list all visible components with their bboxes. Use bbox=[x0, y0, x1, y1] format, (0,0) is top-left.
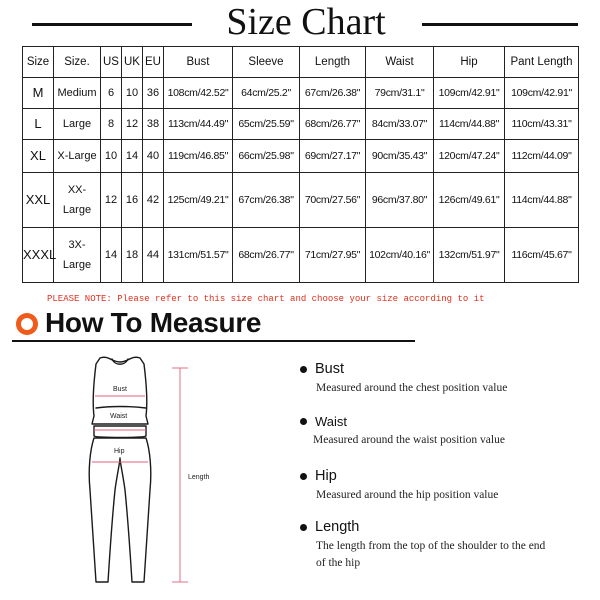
uk-cell: 14 bbox=[122, 140, 143, 173]
table-row bbox=[23, 140, 579, 173]
bullet-dot-icon bbox=[300, 366, 307, 373]
header-cell: EU bbox=[143, 47, 164, 78]
bullet-dot-icon bbox=[300, 524, 307, 531]
measure-item-title: Waist bbox=[315, 414, 348, 429]
hip-cell: 126cm/49.61" bbox=[434, 173, 505, 228]
figure-label-length: Length bbox=[188, 474, 210, 481]
length-cell: 70cm/27.56" bbox=[300, 173, 366, 228]
header-cell: Sleeve bbox=[233, 47, 300, 78]
size-name-cell: XX- Large bbox=[54, 173, 101, 228]
title-rule-left bbox=[32, 23, 192, 26]
us-cell: 14 bbox=[101, 228, 122, 283]
hip-cell: 114cm/44.88" bbox=[434, 109, 505, 140]
eu-cell: 44 bbox=[143, 228, 164, 283]
figure-label-waist: Waist bbox=[110, 413, 128, 420]
measure-item-title: Length bbox=[315, 519, 360, 535]
us-cell: 10 bbox=[101, 140, 122, 173]
measure-item-waist bbox=[300, 413, 590, 453]
measure-item-hip bbox=[300, 468, 590, 508]
uk-cell: 18 bbox=[122, 228, 143, 283]
sleeve-cell: 66cm/25.98" bbox=[233, 140, 300, 173]
bust-cell: 125cm/49.21" bbox=[164, 173, 233, 228]
pant-length-cell: 116cm/45.67" bbox=[505, 228, 579, 283]
size-cell: XXXL bbox=[23, 228, 54, 283]
header-cell: Hip bbox=[434, 47, 505, 78]
measure-item-bust bbox=[300, 361, 590, 401]
body-figure bbox=[60, 350, 260, 595]
size-cell: XL bbox=[23, 140, 54, 173]
table-row bbox=[23, 109, 579, 140]
measure-item-desc: The length from the top of the shoulder to the end of the hip bbox=[316, 540, 546, 569]
page-title: Size Chart bbox=[226, 1, 386, 43]
header-cell: Size. bbox=[54, 47, 101, 78]
size-table bbox=[22, 46, 579, 283]
hip-cell: 120cm/47.24" bbox=[434, 140, 505, 173]
header-cell: UK bbox=[122, 47, 143, 78]
us-cell: 12 bbox=[101, 173, 122, 228]
pant-length-cell: 110cm/43.31" bbox=[505, 109, 579, 140]
eu-cell: 38 bbox=[143, 109, 164, 140]
size-note: PLEASE NOTE: Please refer to this size chart and choose your size according to it bbox=[47, 294, 485, 304]
sleeve-cell: 67cm/26.38" bbox=[233, 173, 300, 228]
length-cell: 67cm/26.38" bbox=[300, 78, 366, 109]
measure-item-title: Bust bbox=[315, 361, 345, 377]
sleeve-cell: 68cm/26.77" bbox=[233, 228, 300, 283]
waist-cell: 102cm/40.16" bbox=[366, 228, 434, 283]
bust-cell: 108cm/42.52" bbox=[164, 78, 233, 109]
table-row bbox=[23, 78, 579, 109]
header-cell: Size bbox=[23, 47, 54, 78]
length-cell: 69cm/27.17" bbox=[300, 140, 366, 173]
us-cell: 8 bbox=[101, 109, 122, 140]
size-cell: M bbox=[23, 78, 54, 109]
bust-cell: 113cm/44.49" bbox=[164, 109, 233, 140]
bust-cell: 119cm/46.85" bbox=[164, 140, 233, 173]
header-cell: Bust bbox=[164, 47, 233, 78]
uk-cell: 10 bbox=[122, 78, 143, 109]
length-cell: 68cm/26.77" bbox=[300, 109, 366, 140]
table-header-row bbox=[23, 47, 579, 78]
size-cell: L bbox=[23, 109, 54, 140]
uk-cell: 16 bbox=[122, 173, 143, 228]
title-rule-right bbox=[422, 23, 578, 26]
section-divider bbox=[12, 340, 415, 342]
bust-cell: 131cm/51.57" bbox=[164, 228, 233, 283]
table-row bbox=[23, 228, 579, 283]
size-name-cell: Medium bbox=[54, 78, 101, 109]
size-name-cell: X-Large bbox=[54, 140, 101, 173]
measure-item-desc: Measured around the chest position value bbox=[316, 382, 508, 394]
us-cell: 6 bbox=[101, 78, 122, 109]
figure-label-hip: Hip bbox=[114, 448, 125, 455]
header-cell: Length bbox=[300, 47, 366, 78]
header-cell: US bbox=[101, 47, 122, 78]
section-title: How To Measure bbox=[45, 307, 262, 338]
measure-item-desc: Measured around the hip position value bbox=[316, 489, 499, 501]
title-bar bbox=[0, 2, 600, 42]
pant-length-cell: 112cm/44.09" bbox=[505, 140, 579, 173]
measure-item-length bbox=[300, 519, 590, 579]
measure-item-desc: Measured around the waist position value bbox=[313, 434, 505, 446]
waist-cell: 96cm/37.80" bbox=[366, 173, 434, 228]
header-cell: Pant Length bbox=[505, 47, 579, 78]
sleeve-cell: 64cm/25.2" bbox=[233, 78, 300, 109]
size-cell: XXL bbox=[23, 173, 54, 228]
figure-label-bust: Bust bbox=[113, 386, 128, 393]
pant-length-cell: 114cm/44.88" bbox=[505, 173, 579, 228]
waist-cell: 79cm/31.1" bbox=[366, 78, 434, 109]
length-cell: 71cm/27.95" bbox=[300, 228, 366, 283]
uk-cell: 12 bbox=[122, 109, 143, 140]
measure-item-title: Hip bbox=[315, 468, 337, 484]
bullet-dot-icon bbox=[300, 473, 307, 480]
hip-cell: 132cm/51.97" bbox=[434, 228, 505, 283]
sleeve-cell: 65cm/25.59" bbox=[233, 109, 300, 140]
size-name-cell: 3X- Large bbox=[54, 228, 101, 283]
table-row bbox=[23, 173, 579, 228]
header-cell: Waist bbox=[366, 47, 434, 78]
bullet-dot-icon bbox=[300, 418, 307, 425]
eu-cell: 42 bbox=[143, 173, 164, 228]
waist-cell: 90cm/35.43" bbox=[366, 140, 434, 173]
eu-cell: 40 bbox=[143, 140, 164, 173]
size-name-cell: Large bbox=[54, 109, 101, 140]
jumpsuit-outline-icon bbox=[60, 350, 260, 595]
circle-bullet-icon bbox=[16, 313, 38, 335]
eu-cell: 36 bbox=[143, 78, 164, 109]
waist-cell: 84cm/33.07" bbox=[366, 109, 434, 140]
hip-cell: 109cm/42.91" bbox=[434, 78, 505, 109]
pant-length-cell: 109cm/42.91" bbox=[505, 78, 579, 109]
